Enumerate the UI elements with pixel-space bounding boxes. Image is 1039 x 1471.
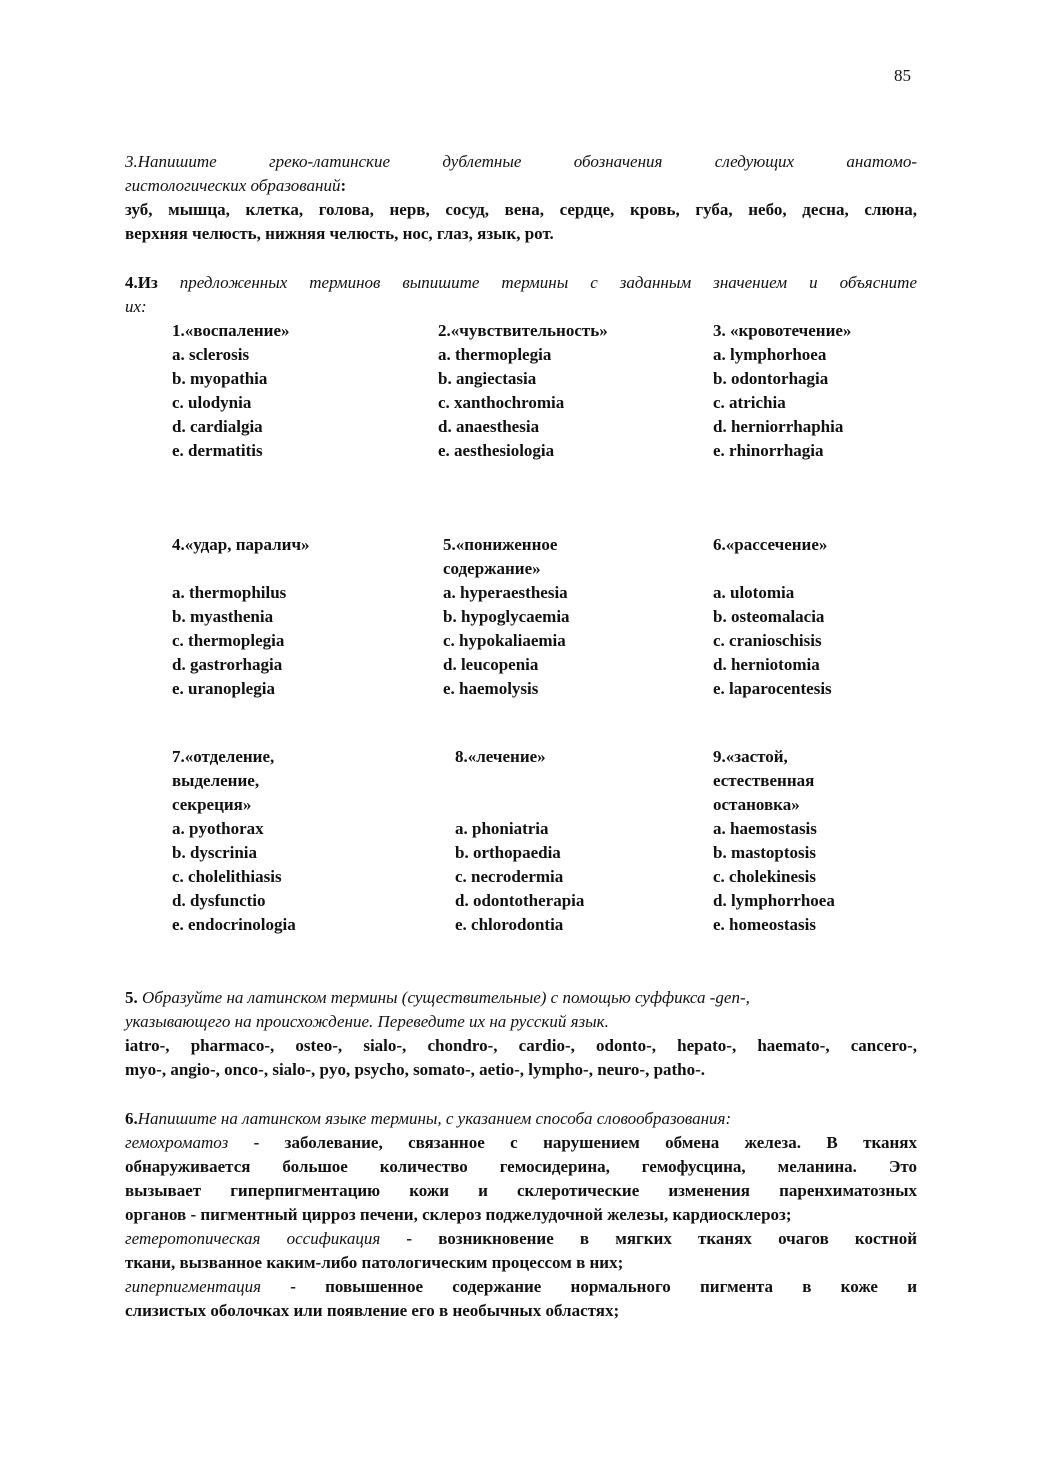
group-title: 8.«лечение» [455, 747, 546, 766]
def1-line1: - заболевание, связанное с нарушением обмена железа. В тканях [228, 1133, 917, 1152]
option-a: a. lymphorhoea [713, 345, 827, 364]
group-title-line1: 5.«пониженное [443, 535, 558, 554]
term-group-5 [443, 533, 570, 701]
term-group-7 [172, 745, 296, 937]
def1-line3: вызывает гиперпигментацию кожи и склеротические изменения паренхиматозных [125, 1181, 917, 1200]
option-d: d. herniotomia [713, 655, 820, 674]
task6-heading: Напишите на латинском языке термины, с указанием способа словообразования: [137, 1109, 732, 1128]
term-hyperpigmentation: гиперпигментация [125, 1277, 262, 1296]
term-group-9 [713, 745, 835, 937]
title-spacer [713, 557, 832, 581]
task6-number: 6. [125, 1109, 138, 1128]
option-e: e. endocrinologia [172, 915, 296, 934]
term-group-1 [172, 319, 290, 463]
title-spacer [172, 557, 310, 581]
task5-words-line2: myo-, angio-, onco-, sialo-, pyo, psycho, somato-, aetio-, lympho-, neuro-, patho-. [125, 1060, 706, 1079]
group-title: 4.«удар, паралич» [172, 535, 310, 554]
option-c: c. cranioschisis [713, 631, 822, 650]
task3-colon: : [340, 176, 347, 195]
term-group-6 [713, 533, 832, 701]
option-e: e. haemolysis [443, 679, 539, 698]
task3-words-line1: зуб, мышца, клетка, голова, нерв, сосуд, вена, сердце, кровь, губа, небо, десна, слюна, [125, 200, 917, 219]
option-b: b. myopathia [172, 369, 268, 388]
option-e: e. uranoplegia [172, 679, 275, 698]
option-e: e. rhinorrhagia [713, 441, 824, 460]
group-title-line2: содержание» [443, 559, 541, 578]
option-b: b. dyscrinia [172, 843, 258, 862]
term-group-8 [455, 745, 584, 937]
option-e: e. aesthesiologia [438, 441, 555, 460]
task5 [125, 986, 917, 1082]
option-e: e. laparocentesis [713, 679, 832, 698]
task5-number: 5. [125, 988, 138, 1007]
task3 [125, 150, 917, 246]
option-d: d. anaesthesia [438, 417, 540, 436]
task4-heading-line2: их: [125, 297, 147, 316]
option-a: a. thermoplegia [438, 345, 552, 364]
task6-def1-line1-wrap [125, 1131, 917, 1155]
option-a: a. ulotomia [713, 583, 795, 602]
option-a: a. sclerosis [172, 345, 250, 364]
def3-line1: - повышенное содержание нормального пигмента в коже и [261, 1277, 917, 1296]
option-e: e. chlorodontia [455, 915, 564, 934]
option-c: c. thermoplegia [172, 631, 285, 650]
group-title: 1.«воспаление» [172, 321, 290, 340]
term-group-3 [713, 319, 851, 463]
option-c: c. cholelithiasis [172, 867, 282, 886]
option-c: c. atrichia [713, 393, 786, 412]
option-d: d. dysfunctio [172, 891, 266, 910]
option-b: b. hypoglycaemia [443, 607, 570, 626]
task3-heading-line2: гистологических образований [125, 176, 341, 195]
term-heterotopic-ossification: гетеротопическая оссификация [125, 1229, 381, 1248]
task5-heading-line2: указывающего на происхождение. Переведите их на русский язык. [125, 1012, 609, 1031]
task3-words-line2: верхняя челюсть, нижняя челюсть, нос, глаз, язык, рот. [125, 224, 554, 243]
option-c: c. ulodynia [172, 393, 252, 412]
term-group-4 [172, 533, 310, 701]
option-c: c. cholekinesis [713, 867, 816, 886]
task4-heading-line1: предложенных терминов выпишите термины с заданным значением и объясните [157, 273, 917, 292]
page-number: 85 [894, 66, 911, 85]
option-b: b. mastoptosis [713, 843, 816, 862]
task3-heading-line2-wrap [125, 174, 917, 198]
option-c: c. necrodermia [455, 867, 564, 886]
def1-line4: органов - пигментный цирроз печени, склероз поджелудочной железы, кардиосклероз; [125, 1205, 792, 1224]
group-title-line2: выделение, [172, 771, 260, 790]
task5-heading-line1: Образуйте на латинском термины (существительные) с помощью суффикса -gen-, [137, 988, 750, 1007]
option-d: d. odontotherapia [455, 891, 585, 910]
def2-line1: - возникновение в мягких тканях очагов костной [380, 1229, 917, 1248]
group-title-line3: секреция» [172, 795, 252, 814]
term-group-2 [438, 319, 608, 463]
group-title-line3: остановка» [713, 795, 800, 814]
term-hemochromatosis: гемохроматоз [125, 1133, 229, 1152]
option-b: b. odontorhagia [713, 369, 829, 388]
def1-line2: обнаруживается большое количество гемосидерина, гемофусцина, меланина. Это [125, 1157, 917, 1176]
option-a: a. haemostasis [713, 819, 817, 838]
option-b: b. osteomalacia [713, 607, 825, 626]
option-d: d. gastrorhagia [172, 655, 283, 674]
group-title: 3. «кровотечение» [713, 321, 852, 340]
option-d: d. leucopenia [443, 655, 539, 674]
task6-heading-wrap [125, 1107, 917, 1131]
group-title: 6.«рассечение» [713, 535, 828, 554]
task3-heading-line1: 3.Напишите греко-латинские дублетные обозначения следующих анатомо- [125, 152, 917, 171]
option-e: e. dermatitis [172, 441, 263, 460]
group-title-line1: 9.«застой, [713, 747, 788, 766]
group-title-line1: 7.«отделение, [172, 747, 275, 766]
option-a: a. thermophilus [172, 583, 287, 602]
option-a: a. pyothorax [172, 819, 264, 838]
def2-line2: ткани, вызванное каким-либо патологическим процессом в них; [125, 1253, 624, 1272]
option-b: b. myasthenia [172, 607, 274, 626]
task6-def3-line1-wrap [125, 1275, 917, 1299]
task6 [125, 1107, 917, 1323]
title-spacer [455, 769, 584, 817]
option-a: a. hyperaesthesia [443, 583, 568, 602]
option-d: d. herniorrhaphia [713, 417, 844, 436]
option-a: a. phoniatria [455, 819, 549, 838]
task5-words-line1: iatro-, pharmaco-, osteo-, sialo-, chondro-, cardio-, odonto-, hepato-, haemato-, cancero-, [125, 1036, 917, 1055]
option-c: c. xanthochromia [438, 393, 565, 412]
option-d: d. cardialgia [172, 417, 263, 436]
option-b: b. angiectasia [438, 369, 537, 388]
task4-number: 4.Из [125, 273, 158, 292]
group-title: 2.«чувствительность» [438, 321, 608, 340]
option-e: e. homeostasis [713, 915, 816, 934]
task4-heading-line1-wrap [125, 271, 917, 295]
option-c: c. hypokaliaemia [443, 631, 566, 650]
option-b: b. orthopaedia [455, 843, 561, 862]
option-d: d. lymphorrhoea [713, 891, 835, 910]
def3-line2: слизистых оболочках или появление его в необычных областях; [125, 1301, 620, 1320]
task5-heading-line1-wrap [125, 986, 917, 1010]
task4-heading [125, 271, 917, 319]
task6-def2-line1-wrap [125, 1227, 917, 1251]
group-title-line2: естественная [713, 771, 815, 790]
